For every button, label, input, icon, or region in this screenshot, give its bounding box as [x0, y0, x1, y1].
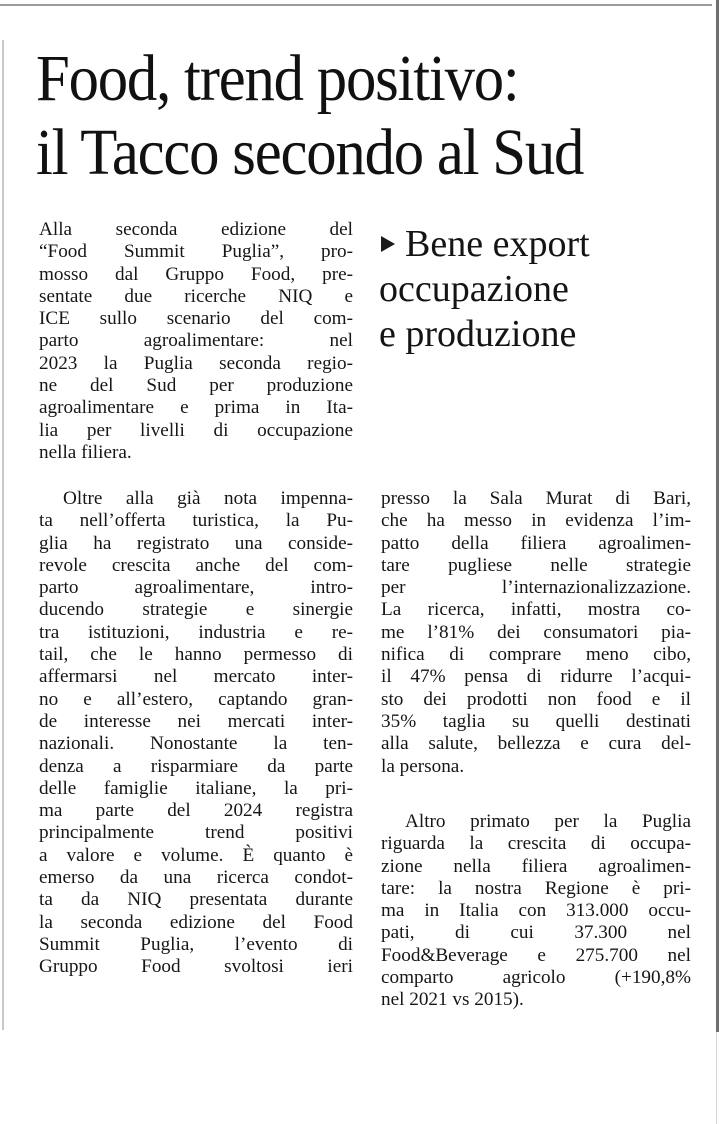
body-column-right-bottom: [381, 811, 691, 1012]
article-headline: [36, 42, 652, 190]
text-line: ne del Sud per produzione: [39, 375, 353, 397]
text-line: Food&Beverage e 275.700 nel: [381, 944, 691, 966]
text-line: sto dei prodotti non food e il: [381, 688, 691, 710]
text-line: nifica di comprare meno cibo,: [381, 644, 691, 666]
kicker-subheading: [379, 222, 699, 357]
left-clip-edge: [2, 40, 4, 1030]
text-line: che ha messo in evidenza l’im-: [381, 510, 691, 532]
text-line: alla salute, bellezza e cura del-: [381, 733, 691, 755]
body-column-right-top: [381, 488, 691, 778]
text-line: sentate due ricerche NIQ e: [39, 285, 353, 307]
text-line: Summit Puglia, l’evento di: [39, 933, 353, 955]
text-line: 2023 la Puglia seconda regio-: [39, 352, 353, 374]
text-line: la seconda edizione del Food: [39, 911, 353, 933]
text-line: la persona.: [381, 755, 465, 777]
text-line: Oltre alla già nota impenna-: [63, 488, 353, 509]
text-line: pati, di cui 37.300 nel: [381, 922, 691, 944]
right-rule: [716, 0, 719, 1032]
text-line: “Food Summit Puglia”, pro-: [39, 241, 353, 263]
text-line: parto agroalimentare, intro-: [39, 577, 353, 599]
text-line: per l’internazionalizzazione.: [381, 577, 691, 599]
lead-paragraph: [39, 219, 353, 464]
text-line: delle famiglie italiane, la pri-: [39, 777, 353, 799]
text-line: glia ha registrato una conside-: [39, 532, 353, 554]
kicker-text: Bene export: [405, 223, 590, 265]
text-line: 35% taglia su quelli destinati: [381, 710, 691, 732]
text-line: no e all’estero, captando gran-: [39, 688, 353, 710]
kicker-line-1: [379, 222, 699, 267]
text-line: revole crescita anche del com-: [39, 554, 353, 576]
text-line: agroalimentare e prima in Ita-: [39, 397, 353, 419]
text-line: ducendo strategie e sinergie: [39, 599, 353, 621]
text-line: ma parte del 2024 registra: [39, 800, 353, 822]
text-line: il 47% pensa di ridurre l’acqui-: [381, 666, 691, 688]
text-line: de interesse nei mercati inter-: [39, 710, 353, 732]
text-line: nazionali. Nonostante la ten-: [39, 733, 353, 755]
text-line: nella filiera.: [39, 441, 132, 463]
triangle-bullet-icon: [381, 236, 395, 252]
text-line: Alla seconda edizione del: [39, 219, 353, 240]
text-line: affermarsi nel mercato inter-: [39, 666, 353, 688]
text-line: tail, che le hanno permesso di: [39, 644, 353, 666]
text-line: emerso da una ricerca condot-: [39, 867, 353, 889]
text-line: ta da NIQ presentata durante: [39, 889, 353, 911]
text-line: principalmente trend positivi: [39, 822, 353, 844]
headline-line-1: Food, trend positivo:: [36, 42, 519, 115]
text-line: La ricerca, infatti, mostra co-: [381, 599, 691, 621]
text-line: riguarda la crescita di occupa-: [381, 833, 691, 855]
text-line: nel 2021 vs 2015).: [381, 989, 524, 1011]
text-line: mosso dal Gruppo Food, pre-: [39, 263, 353, 285]
kicker-line-2: occupazione: [379, 268, 569, 310]
text-line: tare pugliese nelle strategie: [381, 554, 691, 576]
text-line: me l’81% dei consumatori pia-: [381, 621, 691, 643]
text-line: Gruppo Food svoltosi ieri: [39, 956, 353, 978]
headline-line-2: il Tacco secondo al Sud: [36, 116, 584, 189]
text-line: Altro primato per la Puglia: [405, 811, 691, 832]
text-line: tra istituzioni, industria e re-: [39, 621, 353, 643]
text-line: parto agroalimentare: nel: [39, 330, 353, 352]
text-line: tare: la nostra Regione è pri-: [381, 877, 691, 899]
text-line: patto della filiera agroalimen-: [381, 532, 691, 554]
body-column-left: [39, 488, 353, 979]
text-line: ma in Italia con 313.000 occu-: [381, 900, 691, 922]
text-line: a valore e volume. È quanto è: [39, 844, 353, 866]
text-line: ta nell’offerta turistica, la Pu-: [39, 510, 353, 532]
right-rule-lower: [716, 1032, 717, 1124]
top-rule: [0, 4, 712, 6]
kicker-line-3: e produzione: [379, 313, 577, 355]
text-line: comparto agricolo (+190,8%: [381, 967, 691, 989]
text-line: denza a risparmiare da parte: [39, 755, 353, 777]
text-line: lia per livelli di occupazione: [39, 419, 353, 441]
text-line: zione nella filiera agroalimen-: [381, 855, 691, 877]
text-line: ICE sullo scenario del com-: [39, 308, 353, 330]
text-line: presso la Sala Murat di Bari,: [381, 488, 691, 509]
